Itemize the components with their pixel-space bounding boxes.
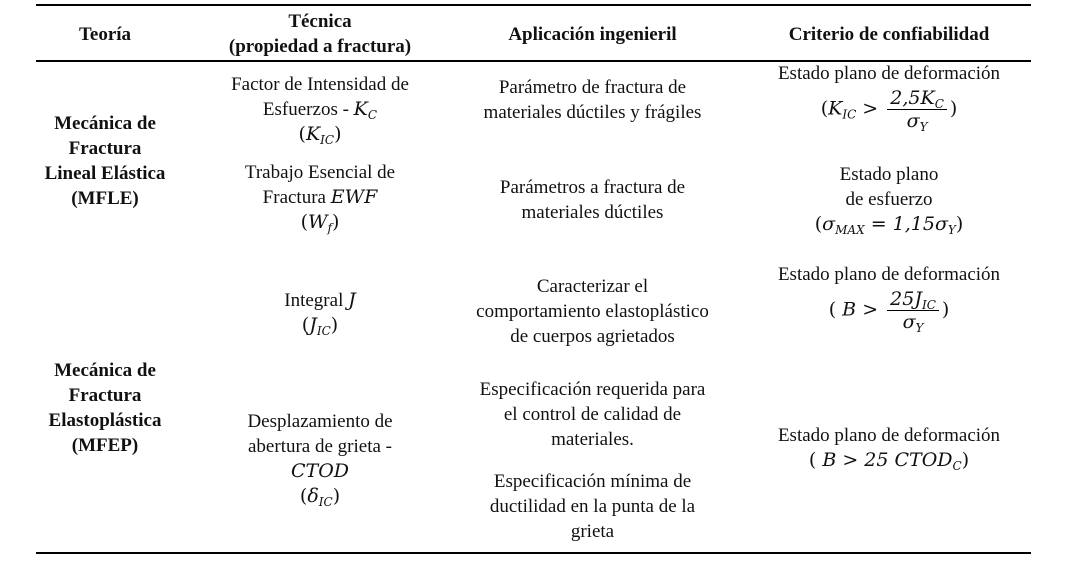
theory-mfep-line: Elastoplástica [48,410,162,431]
criterion-ewf [745,162,1033,237]
bottom-rule [36,552,1031,554]
application-ctod-line: Especificación requerida para [479,379,706,400]
criterion-k-title: Estado plano de deformación [777,63,1001,84]
theory-mfep-line: Mecánica de [54,360,156,381]
theory-mfle-line: Fractura [68,138,142,159]
theory-mfep-line: Fractura [68,385,142,406]
technique-k-symbol: $K_C$ [353,98,378,122]
technique-ewf-line2 [190,185,450,210]
application-j-line: Caracterizar el [536,276,649,297]
application-ctod-line: el control de calidad de [503,404,682,425]
technique-j-symbol: J [348,289,356,311]
header-technique [190,9,450,59]
criterion-k-fraction: $\frac{2,5K_C}{\sigma_Y}$ [887,87,947,132]
technique-k-text: Esfuerzos - [262,99,354,120]
criterion-ewf-line: de esfuerzo [845,189,933,210]
theory-mfep-line: (MFEP) [71,435,139,456]
criterion-j-formula: ( B > $\frac{25J_{IC}}{\sigma_Y}$ ) [828,288,950,335]
header-theory: Teoría [78,24,132,45]
application-j-line: comportamiento elastoplástico [476,301,709,322]
theory-mfle-line: Mecánica de [54,113,156,134]
header-technique-line2: (propiedad a fractura) [228,36,412,57]
application-j [455,274,730,349]
criterion-k-formula: ($K_{IC}$ > $\frac{2,5K_C}{\sigma_Y}$ ) [820,87,958,134]
technique-k-line1: Factor de Intensidad de [231,74,409,95]
application-ctod-line: Especificación mínima de [493,471,692,492]
criterion-ctod [745,423,1033,473]
application-ctod-line: ductilidad en la punta de la [489,496,696,517]
criterion-ewf-formula: $(\sigma_{MAX} = 1,15\sigma_Y)$ [814,213,964,237]
technique-ewf-text: Fractura [262,187,331,208]
criterion-ctod-title: Estado plano de deformación [777,425,1001,446]
application-ewf-line: Parámetros a fractura de [499,177,686,198]
application-ctod-line: grieta [570,521,615,542]
theory-mfle-line: (MFLE) [71,188,139,209]
criterion-j-fraction: $\frac{25J_{IC}}{\sigma_Y}$ [887,288,939,333]
technique-ctod-symbol: CTOD [290,460,350,482]
technique-ewf-line1: Trabajo Esencial de [244,162,396,183]
technique-ctod [190,409,450,509]
theory-mfep [40,358,170,458]
criterion-k [745,61,1033,132]
application-j-line: de cuerpos agrietados [510,326,675,347]
header-application: Aplicación ingenieril [508,24,677,45]
application-ewf [455,175,730,225]
application-ewf-line: materiales dúctiles [521,202,664,223]
technique-ewf-notation: $(W_f)$ [300,211,340,235]
technique-j-line1 [190,288,450,313]
technique-ctod-line: Desplazamiento de [247,411,393,432]
application-ctod-line: materiales. [551,429,634,450]
application-ctod-minimum [455,469,730,544]
technique-ewf-symbol: EWF [330,186,378,208]
criterion-j [745,262,1033,333]
application-k-line: Parámetro de fractura de [498,77,687,98]
technique-j-text: Integral [284,290,349,311]
criterion-ctod-formula: ( B > 25 $CTOD_C$) [808,449,970,473]
application-k-line: materiales dúctiles y frágiles [483,102,702,123]
application-ctod-requirement [455,377,730,452]
technique-ewf [190,160,450,235]
technique-ctod-line: abertura de grieta - [248,436,392,457]
top-rule [36,4,1031,6]
technique-ctod-notation: $(\delta_{IC})$ [299,485,341,509]
theory-mfle-line: Lineal Elástica [44,163,166,184]
technique-k-notation: $(K_{IC})$ [298,123,342,147]
header-criterion: Criterio de confiabilidad [788,24,990,45]
theory-mfle [40,111,170,211]
header-technique-line1: Técnica [288,11,352,32]
criterion-ewf-line: Estado plano [839,164,939,185]
application-k [455,75,730,125]
technique-k [190,72,450,147]
technique-j-notation: $(J_{IC})$ [301,314,339,338]
technique-j [190,288,450,338]
technique-k-line2 [190,97,450,122]
criterion-j-title: Estado plano de deformación [777,264,1001,285]
